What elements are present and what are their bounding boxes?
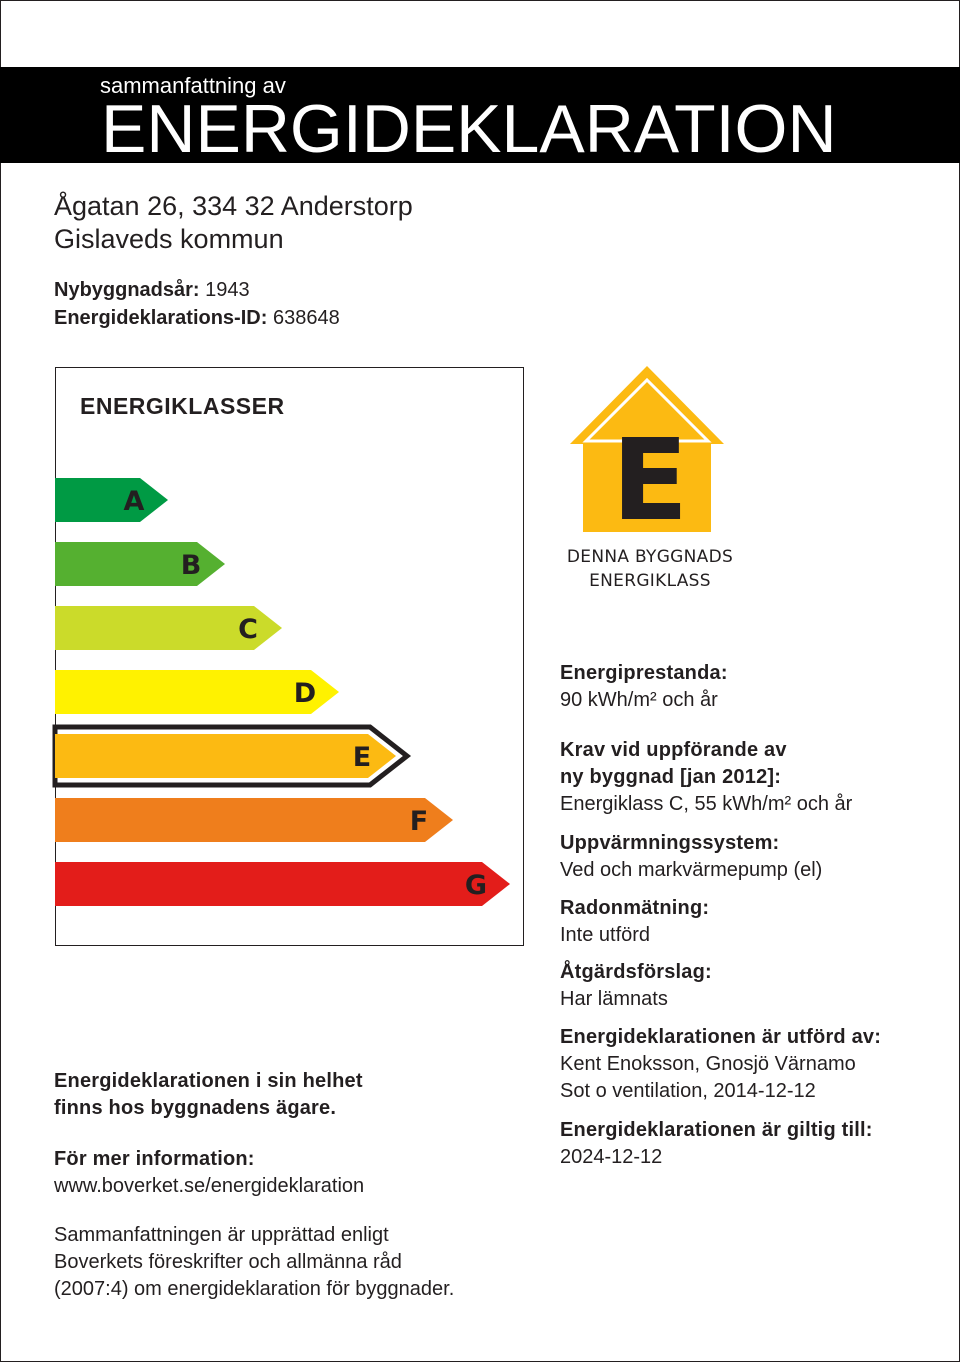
performance-label: Energiprestanda: <box>560 662 728 684</box>
header-subtitle: sammanfattning av <box>100 73 286 98</box>
ownership-note <box>54 1068 363 1122</box>
performer-block <box>560 1024 881 1105</box>
performer-line1: Kent Enoksson, Gnosjö Värnamo <box>560 1053 856 1075</box>
declaration-id-label: Energideklarations-ID: <box>54 307 268 329</box>
energy-class-bar-a <box>55 478 168 522</box>
energy-class-letter-f: F <box>409 806 429 837</box>
house-class-letter: E <box>611 416 689 534</box>
requirement-label-line2: ny byggnad [jan 2012]: <box>560 766 782 788</box>
declaration-id-value: 638648 <box>272 307 340 329</box>
construction-year-value: 1943 <box>205 279 250 301</box>
valid-value: 2024-12-12 <box>560 1146 663 1168</box>
more-info-label: För mer information: <box>54 1148 255 1170</box>
footer-line1: Sammanfattningen är upprättad enligt <box>54 1224 389 1246</box>
footer-line2: Boverkets föreskrifter och allmänna råd <box>54 1251 402 1273</box>
measures-block <box>560 959 712 1013</box>
energy-class-letter-d: D <box>293 678 317 709</box>
valid-label: Energideklarationen är giltig till: <box>560 1119 873 1141</box>
energy-class-bar-g <box>55 862 510 906</box>
energy-class-f <box>55 798 453 842</box>
requirement-block <box>560 737 852 818</box>
performer-label: Energideklarationen är utförd av: <box>560 1026 882 1048</box>
heating-value: Ved och markvärmepump (el) <box>560 859 823 881</box>
energy-class-letter-e: E <box>352 742 372 773</box>
performer-line2: Sot o ventilation, 2014-12-12 <box>560 1080 816 1102</box>
performance-value: 90 kWh/m² och år <box>560 689 718 711</box>
address-street: Ågatan 26, 334 32 Anderstorp <box>54 191 413 221</box>
energy-class-bar-f <box>55 798 453 842</box>
footer-note <box>54 1222 454 1303</box>
valid-block <box>560 1117 873 1171</box>
ownership-note-line2: finns hos byggnadens ägare. <box>54 1097 337 1119</box>
house-caption-line1: DENNA BYGGNADS <box>566 547 734 567</box>
construction-year-label: Nybyggnadsår: <box>54 279 200 301</box>
more-info-url[interactable]: www.boverket.se/energideklaration <box>54 1175 365 1197</box>
heating-label: Uppvärmningssystem: <box>560 832 780 854</box>
energy-class-c <box>55 606 282 650</box>
house-caption-line2: ENERGIKLASS <box>589 571 711 591</box>
requirement-value: Energiklass C, 55 kWh/m² och år <box>560 793 853 815</box>
house-class-icon <box>566 362 728 534</box>
requirement-label-line1: Krav vid uppförande av <box>560 739 787 761</box>
house-caption <box>560 545 740 593</box>
energy-class-letter-g: G <box>464 870 488 901</box>
energy-class-bar-e <box>55 734 396 778</box>
measures-value: Har lämnats <box>560 988 668 1010</box>
performance-block <box>560 660 728 714</box>
energy-class-e <box>55 727 407 785</box>
energy-class-b <box>55 542 225 586</box>
energy-class-letter-c: C <box>238 614 258 645</box>
energy-class-letter-a: A <box>123 486 145 517</box>
more-info <box>54 1146 364 1200</box>
energy-class-a <box>55 478 168 522</box>
measures-label: Åtgärdsförslag: <box>560 961 712 983</box>
ownership-note-line1: Energideklarationen i sin helhet <box>54 1070 363 1092</box>
footer-line3: (2007:4) om energideklaration för byggnader. <box>54 1278 455 1300</box>
header-title: ENERGIDEKLARATION <box>101 91 837 167</box>
radon-value: Inte utförd <box>560 924 651 946</box>
energy-class-letter-b: B <box>180 550 202 581</box>
energy-class-g <box>55 862 510 906</box>
address-municipality: Gislaveds kommun <box>54 224 284 254</box>
energy-class-d <box>55 670 339 714</box>
radon-label: Radonmätning: <box>560 897 710 919</box>
energy-class-title: ENERGIKLASSER <box>80 393 285 419</box>
radon-block <box>560 895 709 949</box>
heating-block <box>560 830 822 884</box>
